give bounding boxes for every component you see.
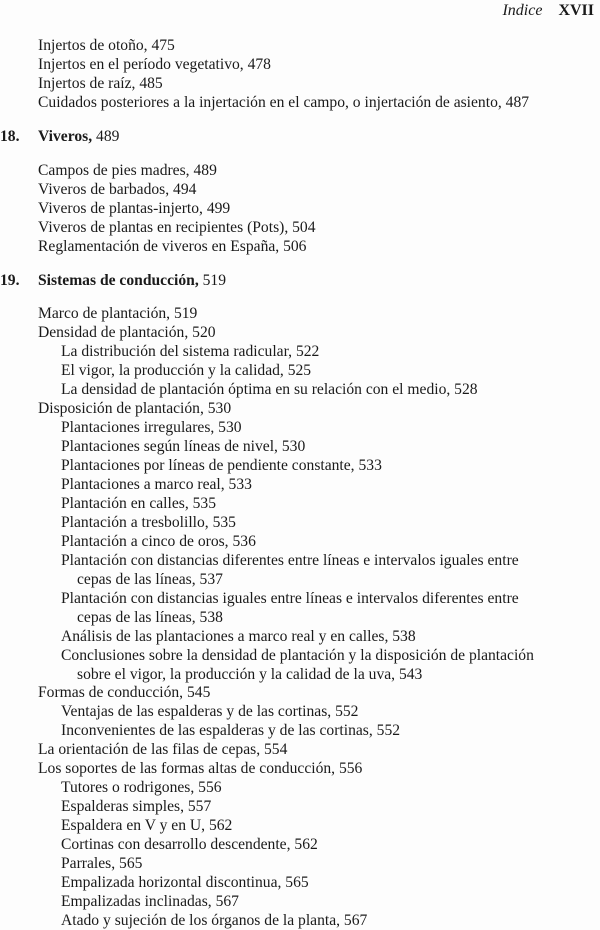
toc-subentry: Plantación con distancias diferentes entre líneas e intervalos iguales entre	[61, 551, 519, 569]
toc-subentry: Plantación con distancias iguales entre líneas e intervalos diferentes entre	[61, 589, 519, 607]
header-section-title: Indice	[502, 2, 543, 19]
chapter-heading	[0, 127, 119, 146]
toc-subentry: Plantaciones a marco real, 533	[61, 476, 252, 493]
toc-entry: Los soportes de las formas altas de conducción, 556	[38, 760, 363, 778]
toc-subentry: Plantaciones por líneas de pendiente constante, 533	[61, 457, 382, 475]
toc-entry: Injertos de otoño, 475	[38, 37, 175, 54]
toc-subentry: Espaldera en V y en U, 562	[61, 817, 233, 835]
toc-entry-continuation: sobre el vigor, la producción y la calidad de la uva, 543	[77, 665, 423, 683]
toc-entry: Injertos en el período vegetativo, 478	[38, 55, 271, 73]
toc-subentry: Parrales, 565	[61, 855, 143, 872]
toc-entry: La orientación de las filas de cepas, 554	[38, 741, 288, 759]
toc-entry: Densidad de plantación, 520	[38, 324, 216, 342]
toc-entry-continuation: cepas de las líneas, 537	[77, 570, 223, 588]
toc-subentry: Análisis de las plantaciones a marco real y en calles, 538	[61, 627, 416, 645]
toc-subentry: La distribución del sistema radicular, 522	[61, 343, 320, 361]
toc-subentry: Empalizadas inclinadas, 567	[61, 892, 239, 910]
chapter-heading	[0, 271, 226, 290]
toc-entry: Reglamentación de viveros en España, 506	[38, 237, 307, 255]
chapter-page-number: 519	[202, 271, 227, 289]
chapter-number: 18.	[0, 127, 20, 145]
chapter-page-number: 489	[96, 127, 120, 145]
toc-subentry: Empalizada horizontal discontinua, 565	[61, 873, 309, 891]
running-header	[502, 2, 594, 20]
toc-entry-continuation: cepas de las líneas, 538	[77, 608, 223, 626]
toc-subentry: Ventajas de las espalderas y de las cortinas, 552	[61, 703, 359, 721]
toc-entry: Cuidados posteriores a la injertación en el campo, o injertación de asiento, 487	[38, 93, 530, 111]
toc-subentry: Plantación a cinco de oros, 536	[61, 532, 256, 550]
toc-entry: Formas de conducción, 545	[38, 684, 211, 702]
toc-subentry: Plantación a tresbolillo, 535	[61, 513, 236, 531]
toc-entry: Viveros de plantas-injerto, 499	[38, 199, 231, 217]
toc-entry: Marco de plantación, 519	[38, 305, 198, 323]
toc-subentry: La densidad de plantación óptima en su relación con el medio, 528	[61, 381, 478, 399]
toc-subentry: El vigor, la producción y la calidad, 525	[61, 362, 312, 380]
toc-subentry: Espalderas simples, 557	[61, 798, 212, 816]
toc-entry: Campos de pies madres, 489	[38, 161, 217, 179]
toc-entry: Viveros de plantas en recipientes (Pots), 504	[38, 218, 316, 236]
toc-entry: Viveros de barbados, 494	[38, 180, 197, 198]
toc-subentry: Plantación en calles, 535	[61, 494, 217, 512]
toc-entry: Injertos de raíz, 485	[38, 74, 163, 92]
toc-subentry: Tutores o rodrigones, 556	[61, 779, 222, 797]
chapter-number: 19.	[0, 271, 20, 289]
toc-subentry: Inconvenientes de las espalderas y de las cortinas, 552	[61, 722, 401, 740]
toc-entry: Disposición de plantación, 530	[38, 400, 232, 418]
header-page-number: XVII	[558, 2, 594, 19]
toc-subentry: Atado y sujeción de los órganos de la planta, 567	[61, 911, 368, 929]
chapter-title: Viveros,	[38, 127, 93, 145]
toc-subentry: Plantaciones según líneas de nivel, 530	[61, 438, 306, 456]
toc-subentry: Conclusiones sobre la densidad de plantación y la disposición de plantación	[61, 646, 534, 664]
toc-subentry: Cortinas con desarrollo descendente, 562	[61, 836, 318, 854]
chapter-title: Sistemas de conducción,	[38, 271, 199, 289]
toc-subentry: Plantaciones irregulares, 530	[61, 419, 242, 437]
